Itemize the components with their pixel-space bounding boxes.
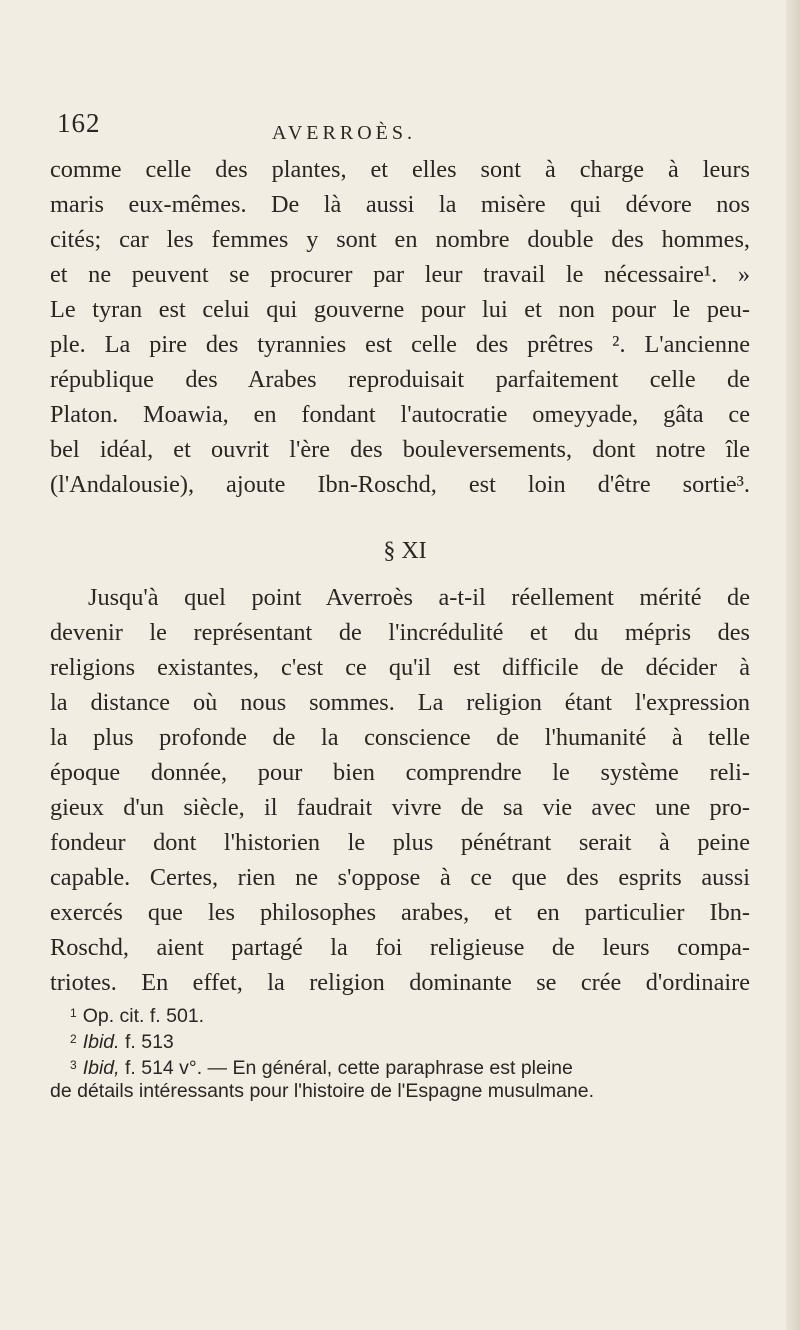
footnote-ref: Ibid,	[82, 1057, 120, 1079]
text-line: cités; car les femmes y sont en nombre double des hommes,	[50, 226, 750, 253]
paragraph-1	[50, 152, 750, 502]
page-edge	[786, 0, 800, 1330]
text-line: bel idéal, et ouvrit l'ère des bouleversements, dont notre île	[50, 436, 750, 463]
text-line: république des Arabes reproduisait parfaitement celle de	[50, 366, 750, 393]
footnotes	[50, 1000, 750, 1104]
section-title: § XI	[383, 538, 427, 564]
footnote-ref: Ibid.	[82, 1031, 120, 1053]
text-line: exercés que les philosophes arabes, et en particulier Ibn-	[50, 899, 750, 926]
text-line: maris eux-mêmes. De là aussi la misère qui dévore nos	[50, 191, 750, 218]
page-number: 162	[57, 108, 101, 138]
footnote-3	[50, 1052, 750, 1078]
text-line: capable. Certes, rien ne s'oppose à ce que des esprits aussi	[50, 864, 750, 891]
text-line: la distance où nous sommes. La religion étant l'expression	[50, 689, 750, 716]
text-line: Platon. Moawia, en fondant l'autocratie omeyyade, gâta ce	[50, 401, 750, 428]
paragraph-2	[50, 580, 750, 1000]
footnote-1	[50, 1000, 750, 1026]
footnote-text: f. 501.	[149, 1005, 205, 1027]
text-line: et ne peuvent se procurer par leur travail le nécessaire¹. »	[50, 261, 750, 288]
footnote-mark: 1	[70, 1006, 77, 1020]
running-head: AVERROÈS.	[272, 122, 416, 144]
footnote-text: f. 514 v°. — En général, cette paraphrase est pleine	[124, 1057, 573, 1079]
footnote-mark: 2	[70, 1032, 77, 1046]
text-line: (l'Andalousie), ajoute Ibn-Roschd, est loin d'être sortie³.	[50, 471, 750, 498]
text-line: ple. La pire des tyrannies est celle des prêtres ². L'ancienne	[50, 331, 750, 358]
page-header	[0, 108, 800, 148]
text-line: religions existantes, c'est ce qu'il est difficile de décider à	[50, 654, 750, 681]
text-line: devenir le représentant de l'incrédulité et du mépris des	[50, 619, 750, 646]
footnote-ref: Op. cit.	[82, 1005, 145, 1027]
text-line: gieux d'un siècle, il faudrait vivre de sa vie avec une pro-	[50, 794, 750, 821]
text-line: époque donnée, pour bien comprendre le système reli-	[50, 759, 750, 786]
footnote-continuation: de détails intéressants pour l'histoire de l'Espagne musulmane.	[50, 1080, 595, 1102]
text-line: Le tyran est celui qui gouverne pour lui et non pour le peu-	[50, 296, 750, 323]
body-text	[50, 152, 750, 1000]
text-line: triotes. En effet, la religion dominante se crée d'ordinaire	[50, 969, 750, 996]
text-line: Jusqu'à quel point Averroès a-t-il réellement mérité de	[88, 584, 750, 611]
text-line: fondeur dont l'historien le plus pénétrant serait à peine	[50, 829, 750, 856]
footnote-text: f. 513	[124, 1031, 174, 1053]
footnote-2	[50, 1026, 750, 1052]
footnote-mark: 3	[70, 1058, 77, 1072]
text-line: comme celle des plantes, et elles sont à charge à leurs	[50, 156, 750, 183]
text-line: Roschd, aient partagé la foi religieuse de leurs compa-	[50, 934, 750, 961]
text-line: la plus profonde de la conscience de l'humanité à telle	[50, 724, 750, 751]
